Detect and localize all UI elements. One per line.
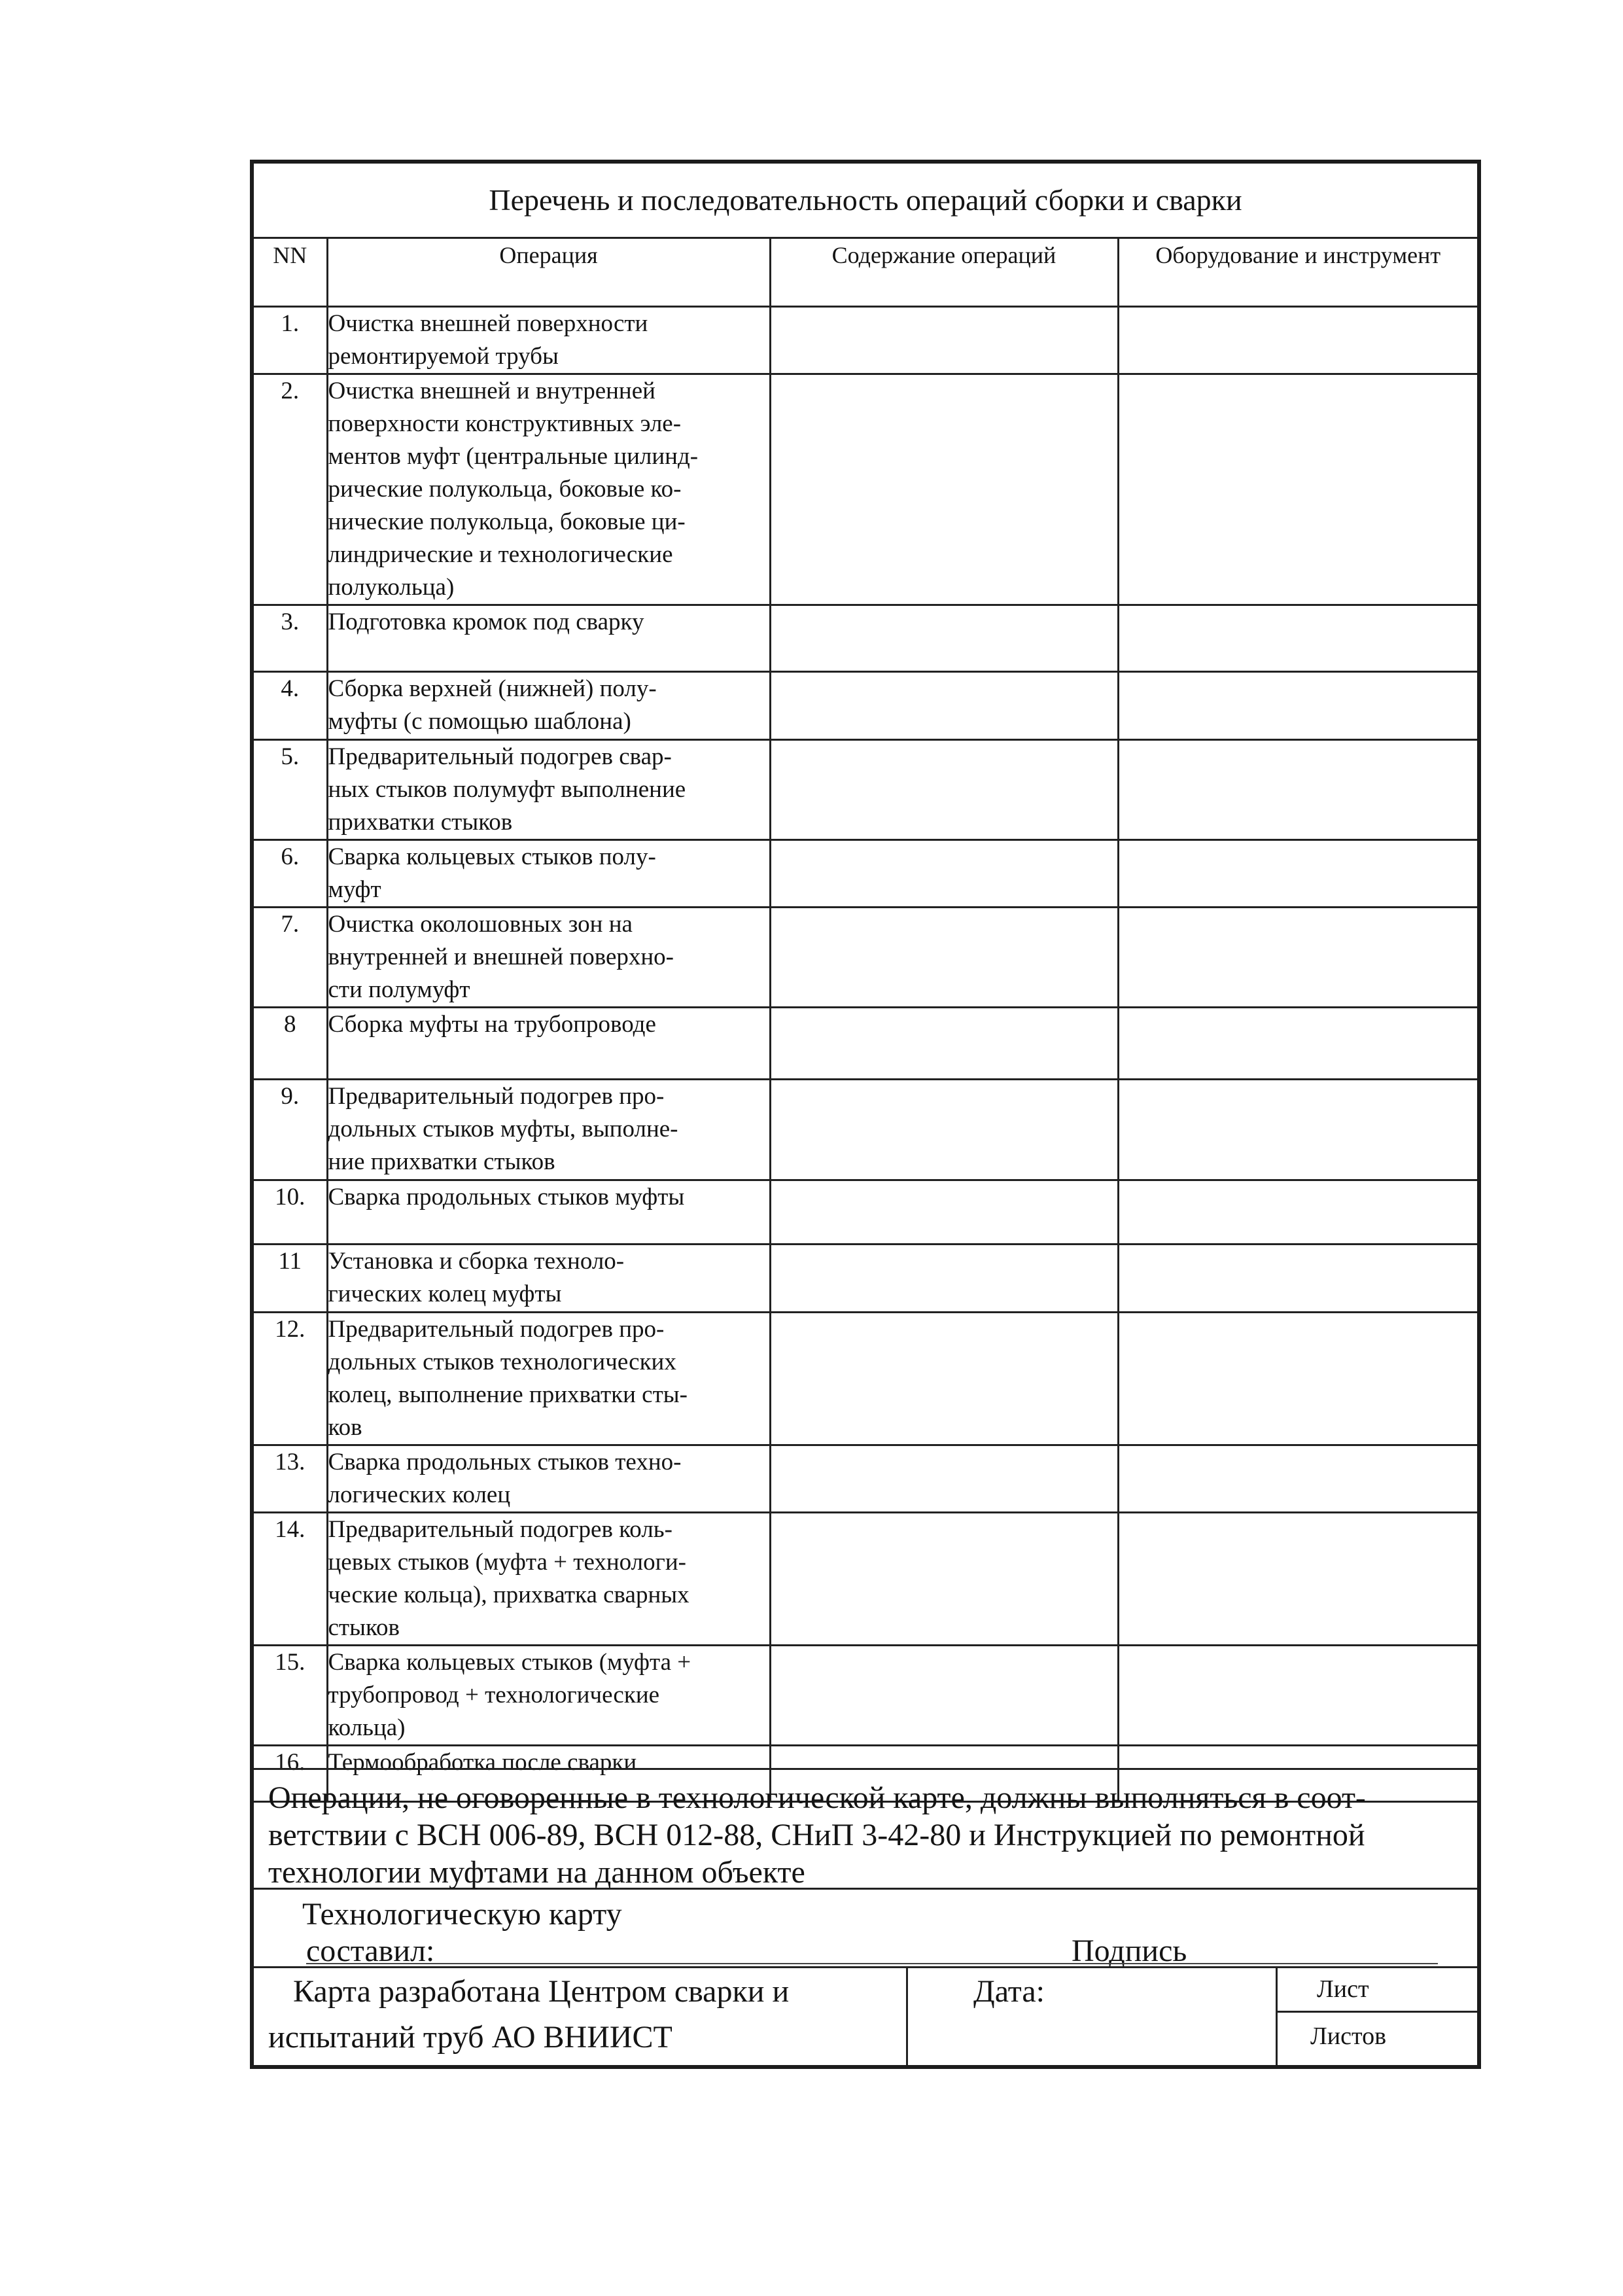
operation-text-line: Предварительный подогрев коль-: [328, 1516, 672, 1543]
content-cell: [770, 307, 1118, 374]
operation-text-line: муфт: [328, 876, 381, 903]
header-operation: Операция: [327, 238, 770, 307]
composed-label-line1: Технологическую карту: [302, 1897, 622, 1932]
equipment-cell: [1118, 840, 1477, 908]
content-cell: [770, 1313, 1118, 1445]
content-cell: [770, 1180, 1118, 1245]
row-number: 13.: [254, 1445, 327, 1513]
table-row: [254, 1445, 1477, 1513]
note-line: технологии муфтами на данном объекте: [268, 1855, 805, 1890]
table-row: [254, 307, 1477, 374]
row-number: 2.: [254, 374, 327, 605]
table-row: [254, 1646, 1477, 1746]
operation-text-line: ние прихватки стыков: [328, 1148, 555, 1175]
operation-cell: [327, 1313, 770, 1445]
row-number: 3.: [254, 605, 327, 672]
operation-text-line: логических колец: [328, 1481, 511, 1508]
table-row: [254, 374, 1477, 605]
equipment-cell: [1118, 740, 1477, 840]
operation-cell: [327, 840, 770, 908]
date-cell: [908, 1968, 1278, 2065]
operation-text-line: муфты (с помощью шаблона): [328, 708, 631, 735]
equipment-cell: [1118, 307, 1477, 374]
row-number: 1.: [254, 307, 327, 374]
signature-line: [306, 1963, 1438, 1964]
operation-cell: [327, 374, 770, 605]
row-number: 11: [254, 1245, 327, 1313]
header-nn: NN: [254, 238, 327, 307]
operation-text-line: Сборка муфты на трубопроводе: [328, 1011, 656, 1038]
table-row: [254, 840, 1477, 908]
sheet-cell: [1278, 1968, 1477, 2065]
row-number: 10.: [254, 1180, 327, 1245]
operation-text-line: рические полукольца, боковые ко-: [328, 476, 682, 503]
row-number: 9.: [254, 1080, 327, 1180]
row-number: 14.: [254, 1513, 327, 1646]
operation-cell: [327, 1646, 770, 1746]
row-number: 4.: [254, 672, 327, 740]
equipment-cell: [1118, 1445, 1477, 1513]
header-content: Содержание операций: [770, 238, 1118, 307]
equipment-cell: [1118, 1313, 1477, 1445]
operation-text-line: внутренней и внешней поверхно-: [328, 944, 674, 970]
operation-text-line: Сварка кольцевых стыков (муфта +: [328, 1649, 691, 1676]
operation-text-line: Термообработка после сварки: [328, 1749, 637, 1776]
operation-text-line: сти полумуфт: [328, 976, 470, 1003]
equipment-cell: [1118, 1646, 1477, 1746]
content-cell: [770, 374, 1118, 605]
developer-line1: Карта разработана Центром сварки и: [293, 1974, 790, 2009]
equipment-cell: [1118, 1513, 1477, 1646]
row-number: 6.: [254, 840, 327, 908]
operation-text-line: Предварительный подогрев про-: [328, 1316, 665, 1343]
operation-cell: [327, 605, 770, 672]
row-number: 15.: [254, 1646, 327, 1746]
table-row: [254, 1245, 1477, 1313]
operation-text-line: колец, выполнение прихватки сты-: [328, 1381, 688, 1408]
operation-text-line: нические полукольца, боковые ци-: [328, 508, 686, 535]
table-row: [254, 908, 1477, 1008]
operation-cell: [327, 1513, 770, 1646]
operation-text-line: дольных стыков технологических: [328, 1349, 676, 1375]
composed-label-line2: составил:: [306, 1934, 435, 1968]
content-cell: [770, 1245, 1118, 1313]
operation-cell: [327, 672, 770, 740]
operation-text-line: Сварка продольных стыков техно-: [328, 1449, 682, 1475]
operation-text-line: Очистка внешней и внутренней: [328, 378, 655, 404]
equipment-cell: [1118, 374, 1477, 605]
operation-text-line: поверхности конструктивных эле-: [328, 410, 682, 437]
operation-text-line: гических колец муфты: [328, 1280, 562, 1307]
content-cell: [770, 605, 1118, 672]
content-cell: [770, 1646, 1118, 1746]
equipment-cell: [1118, 605, 1477, 672]
operation-text-line: ментов муфт (центральные цилинд-: [328, 443, 699, 470]
operation-text-line: дольных стыков муфты, выполне-: [328, 1116, 678, 1142]
operation-text-line: Очистка околошовных зон на: [328, 911, 633, 938]
table-row: [254, 605, 1477, 672]
table-row: [254, 672, 1477, 740]
row-number: 7.: [254, 908, 327, 1008]
sheet-row: [1278, 1968, 1477, 2013]
row-number: 8: [254, 1008, 327, 1080]
operations-table: [254, 237, 1477, 1803]
operation-text-line: ческие кольца), прихватка сварных: [328, 1581, 689, 1608]
operation-cell: [327, 740, 770, 840]
sheets-label: Листов: [1310, 2022, 1387, 2050]
table-row: [254, 1008, 1477, 1080]
equipment-cell: [1118, 1080, 1477, 1180]
operation-text-line: Подготовка кромок под сварку: [328, 609, 644, 635]
table-row: [254, 1180, 1477, 1245]
note-line: Операции, не оговоренные в технологической карте, должны выполняться в соот-: [268, 1780, 1366, 1815]
content-cell: [770, 1513, 1118, 1646]
operation-text-line: кольца): [328, 1714, 406, 1741]
operations-body: [254, 307, 1477, 1802]
operation-text-line: ремонтируемой трубы: [328, 343, 559, 370]
row-number: 5.: [254, 740, 327, 840]
operation-text-line: стыков: [328, 1614, 400, 1641]
operation-cell: [327, 1180, 770, 1245]
note-line: ветствии с ВСН 006-89, ВСН 012-88, СНиП 3-42-80 и Инструкцией по ремонтной: [268, 1818, 1365, 1852]
operation-text-line: ков: [328, 1414, 362, 1441]
content-cell: [770, 672, 1118, 740]
table-row: [254, 1313, 1477, 1445]
operation-text-line: Предварительный подогрев свар-: [328, 743, 672, 770]
operation-cell: [327, 1008, 770, 1080]
header-equipment: Оборудование и инструмент: [1118, 238, 1477, 307]
content-cell: [770, 1080, 1118, 1180]
operation-text-line: Сварка кольцевых стыков полу-: [328, 843, 656, 870]
operation-text-line: цевых стыков (муфта + технологи-: [328, 1549, 686, 1576]
operation-cell: [327, 1080, 770, 1180]
signature-label: Подпись: [1072, 1934, 1187, 1968]
row-number: 12.: [254, 1313, 327, 1445]
operation-cell: [327, 307, 770, 374]
operation-text-line: Сварка продольных стыков муфты: [328, 1184, 685, 1210]
note-block: [254, 1768, 1477, 1890]
row-number: 16.: [254, 1746, 327, 1802]
equipment-cell: [1118, 1245, 1477, 1313]
developer-cell: [254, 1968, 908, 2065]
content-cell: [770, 740, 1118, 840]
content-cell: [770, 840, 1118, 908]
composed-by-block: [254, 1890, 1477, 1968]
document-frame: [250, 160, 1481, 2069]
operation-text-line: Сборка верхней (нижней) полу-: [328, 675, 657, 702]
developer-line2: испытаний труб АО ВНИИСТ: [268, 2020, 672, 2055]
operation-text-line: прихватки стыков: [328, 809, 513, 836]
table-row: [254, 1080, 1477, 1180]
operation-text-line: ных стыков полумуфт выполнение: [328, 776, 686, 803]
operation-text-line: трубопровод + технологические: [328, 1682, 660, 1708]
operation-text-line: Очистка внешней поверхности: [328, 310, 648, 337]
operation-cell: [327, 1245, 770, 1313]
date-label: Дата:: [973, 1974, 1045, 2009]
footer-block: [254, 1968, 1477, 2065]
operation-cell: [327, 1445, 770, 1513]
table-row: [254, 1513, 1477, 1646]
content-cell: [770, 1445, 1118, 1513]
operation-text-line: линдрические и технологические: [328, 541, 673, 568]
content-cell: [770, 908, 1118, 1008]
operation-text-line: Предварительный подогрев про-: [328, 1083, 665, 1110]
table-row: [254, 740, 1477, 840]
sheet-label: Лист: [1317, 1975, 1369, 2003]
page-title: Перечень и последовательность операций сборки и сварки: [254, 164, 1477, 239]
operation-cell: [327, 908, 770, 1008]
equipment-cell: [1118, 1180, 1477, 1245]
operation-text-line: полукольца): [328, 574, 455, 601]
content-cell: [770, 1008, 1118, 1080]
equipment-cell: [1118, 1008, 1477, 1080]
equipment-cell: [1118, 908, 1477, 1008]
operation-text-line: Установка и сборка техноло-: [328, 1248, 625, 1275]
equipment-cell: [1118, 672, 1477, 740]
table-header-row: [254, 238, 1477, 307]
